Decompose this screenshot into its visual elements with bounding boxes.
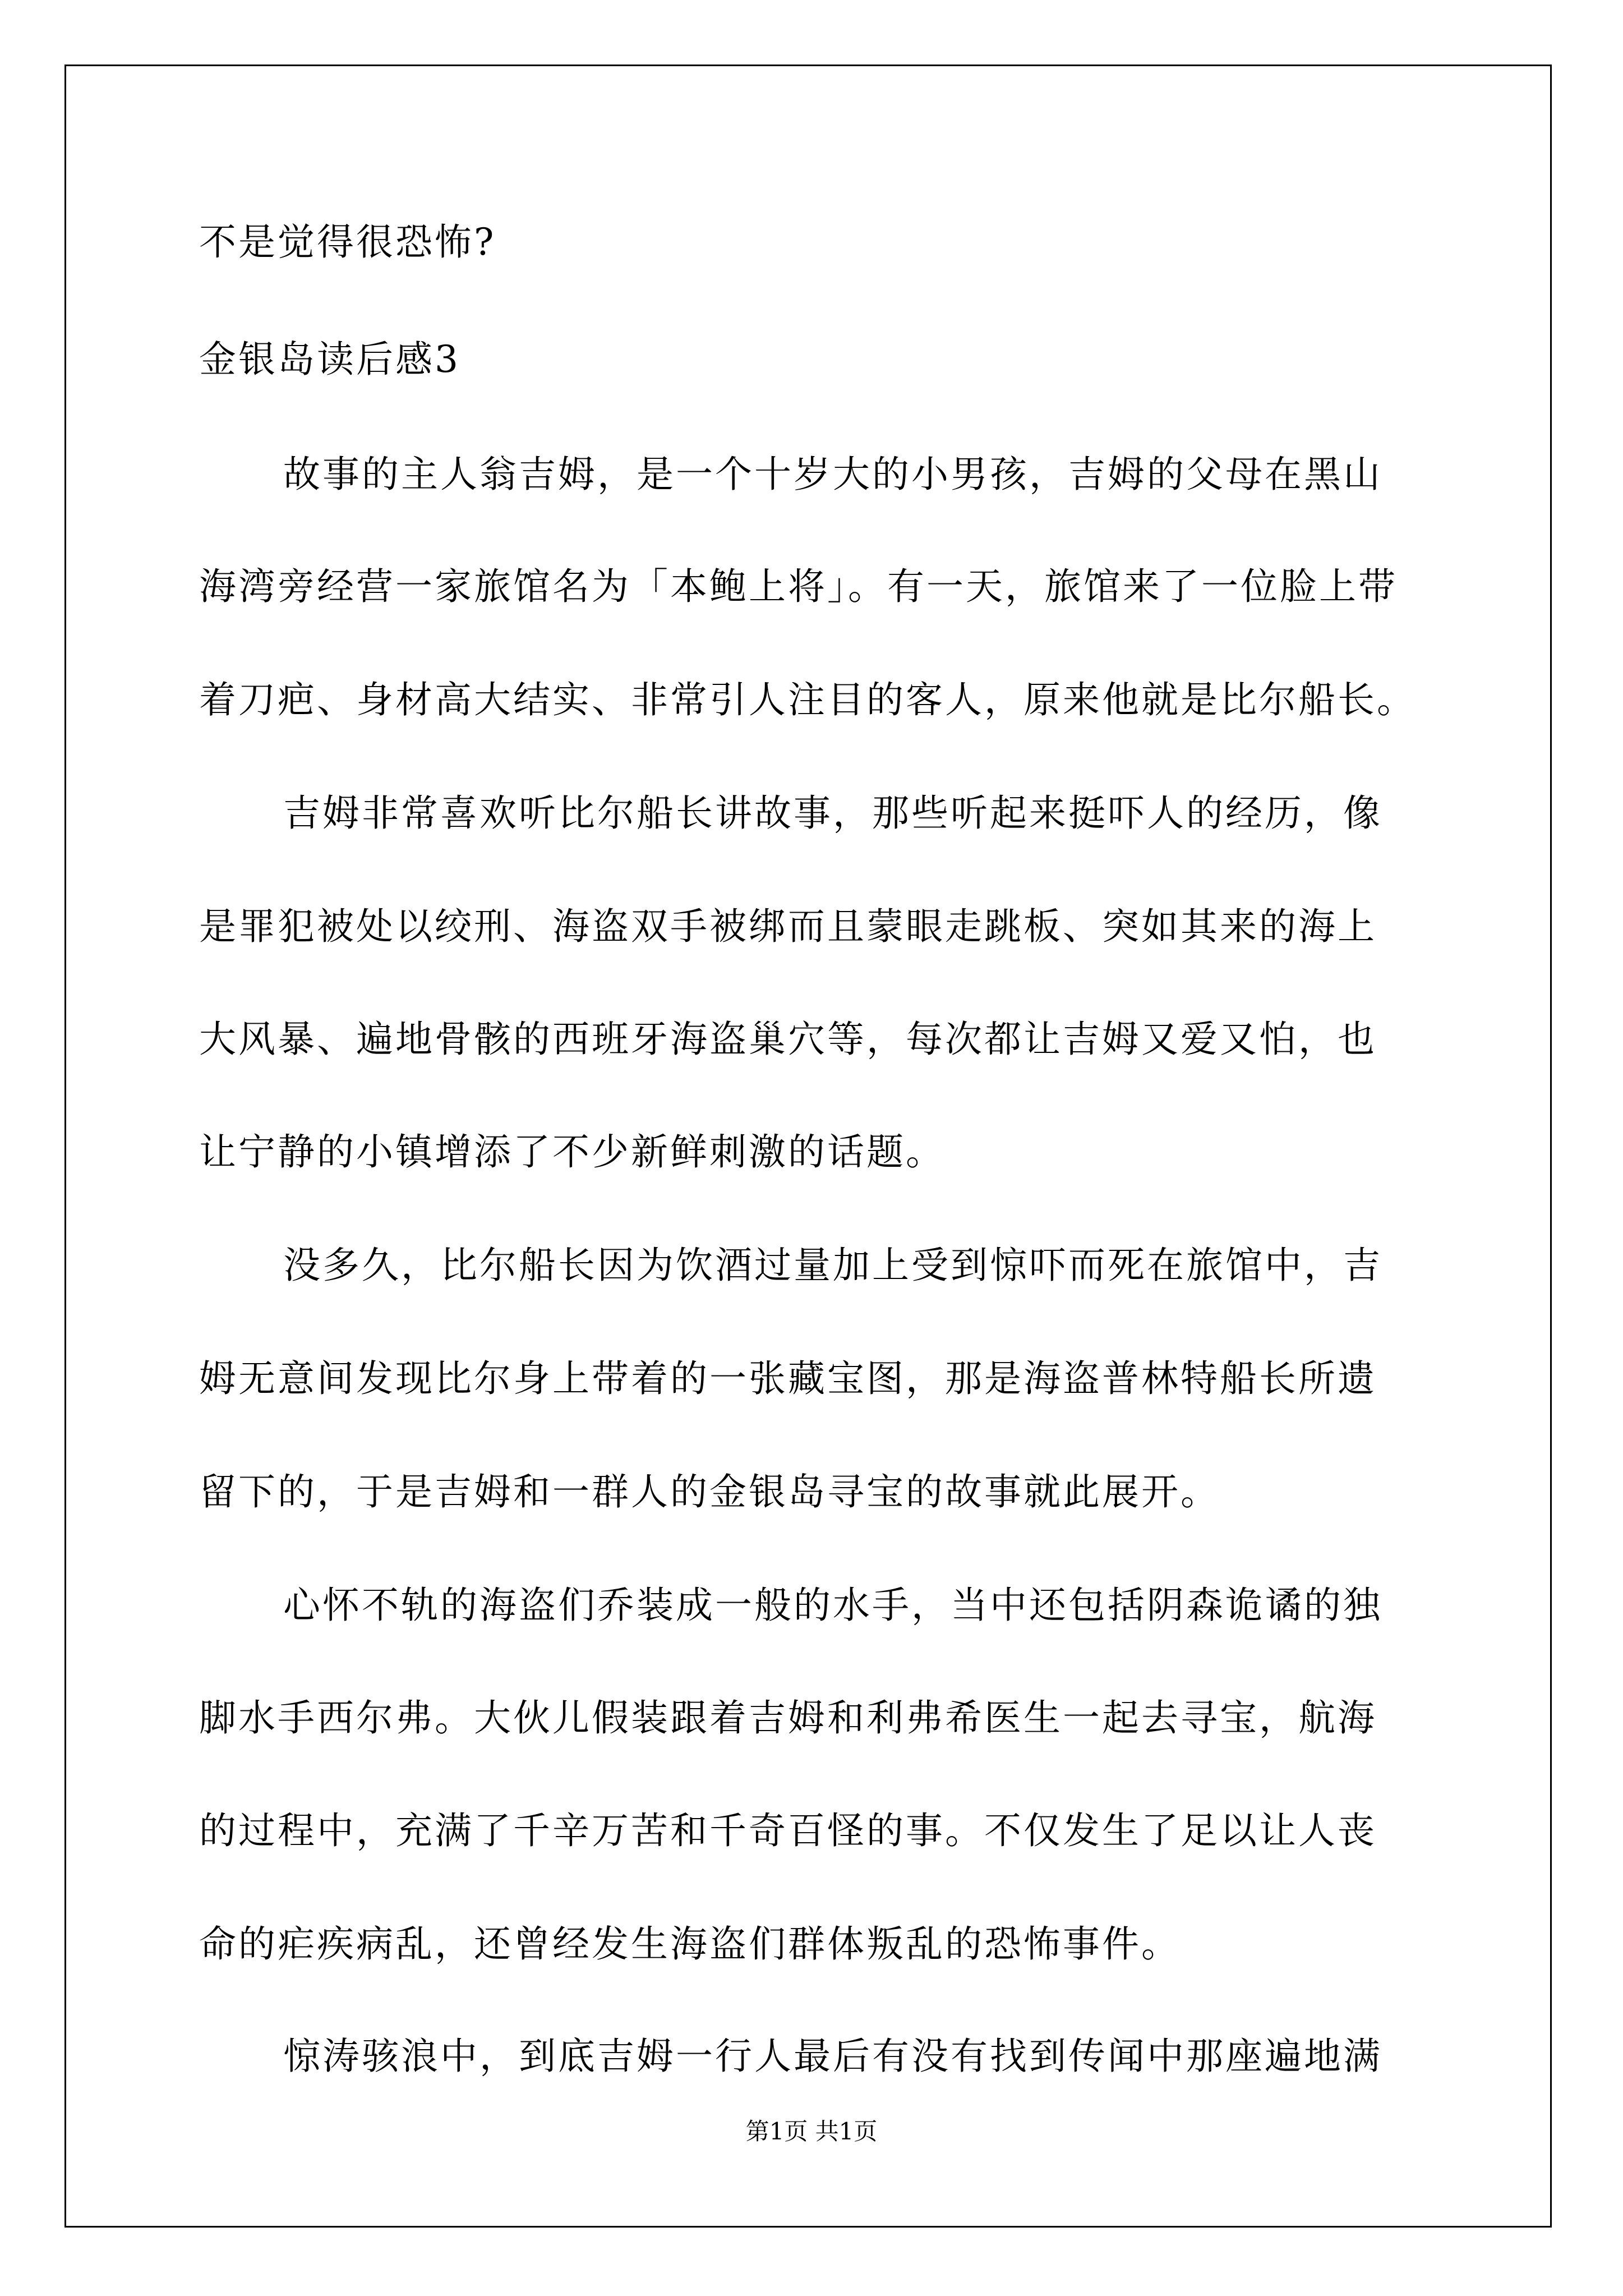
paragraph-4-line-2: 脚水手西尔弗。大伙儿假装跟着吉姆和利弗希医生一起去寻宝，航海: [199, 1696, 1377, 1740]
paragraph-4-line-1: 心怀不轨的海盗们乔装成一般的水手，当中还包括阴森诡谲的独: [283, 1584, 1382, 1627]
paragraph-2-line-1: 吉姆非常喜欢听比尔船长讲故事，那些听起来挺吓人的经历，像: [283, 792, 1382, 835]
heading-line: 金银岛读后感3: [199, 338, 460, 381]
paragraph-3-line-1: 没多久，比尔船长因为饮酒过量加上受到惊吓而死在旅馆中，吉: [283, 1244, 1382, 1287]
paragraph-2-line-4: 让宁静的小镇增添了不少新鲜刺激的话题。: [199, 1130, 945, 1174]
paragraph-4-line-3: 的过程中，充满了千辛万苦和千奇百怪的事。不仅发生了足以让人丧: [199, 1809, 1377, 1852]
paragraph-3-line-2: 姆无意间发现比尔身上带着的一张藏宝图，那是海盗普林特船长所遗: [199, 1357, 1377, 1400]
paragraph-2-line-2: 是罪犯被处以绞刑、海盗双手被绑而且蒙眼走跳板、突如其来的海上: [199, 905, 1377, 948]
paragraph-1-line-2: 海湾旁经营一家旅馆名为「本鲍上将」。有一天，旅馆来了一位脸上带: [199, 565, 1398, 608]
paragraph-4-line-4: 命的疟疾病乱，还曾经发生海盗们群体叛乱的恐怖事件。: [199, 1922, 1181, 1966]
paragraph-1-line-1: 故事的主人翁吉姆，是一个十岁大的小男孩，吉姆的父母在黑山: [283, 453, 1382, 496]
text-line-1: 不是觉得很恐怖?: [199, 220, 496, 264]
paragraph-2-line-3: 大风暴、遍地骨骸的西班牙海盗巢穴等，每次都让吉姆又爱又怕，也: [199, 1018, 1377, 1061]
page-footer: 第1页 共1页: [745, 2118, 878, 2145]
paragraph-3-line-3: 留下的，于是吉姆和一群人的金银岛寻宝的故事就此展开。: [199, 1470, 1220, 1513]
paragraph-5-line-1: 惊涛骇浪中，到底吉姆一行人最后有没有找到传闻中那座遍地满: [283, 2035, 1382, 2078]
paragraph-1-line-3: 着刀疤、身材高大结实、非常引人注目的客人，原来他就是比尔船长。: [199, 678, 1416, 721]
